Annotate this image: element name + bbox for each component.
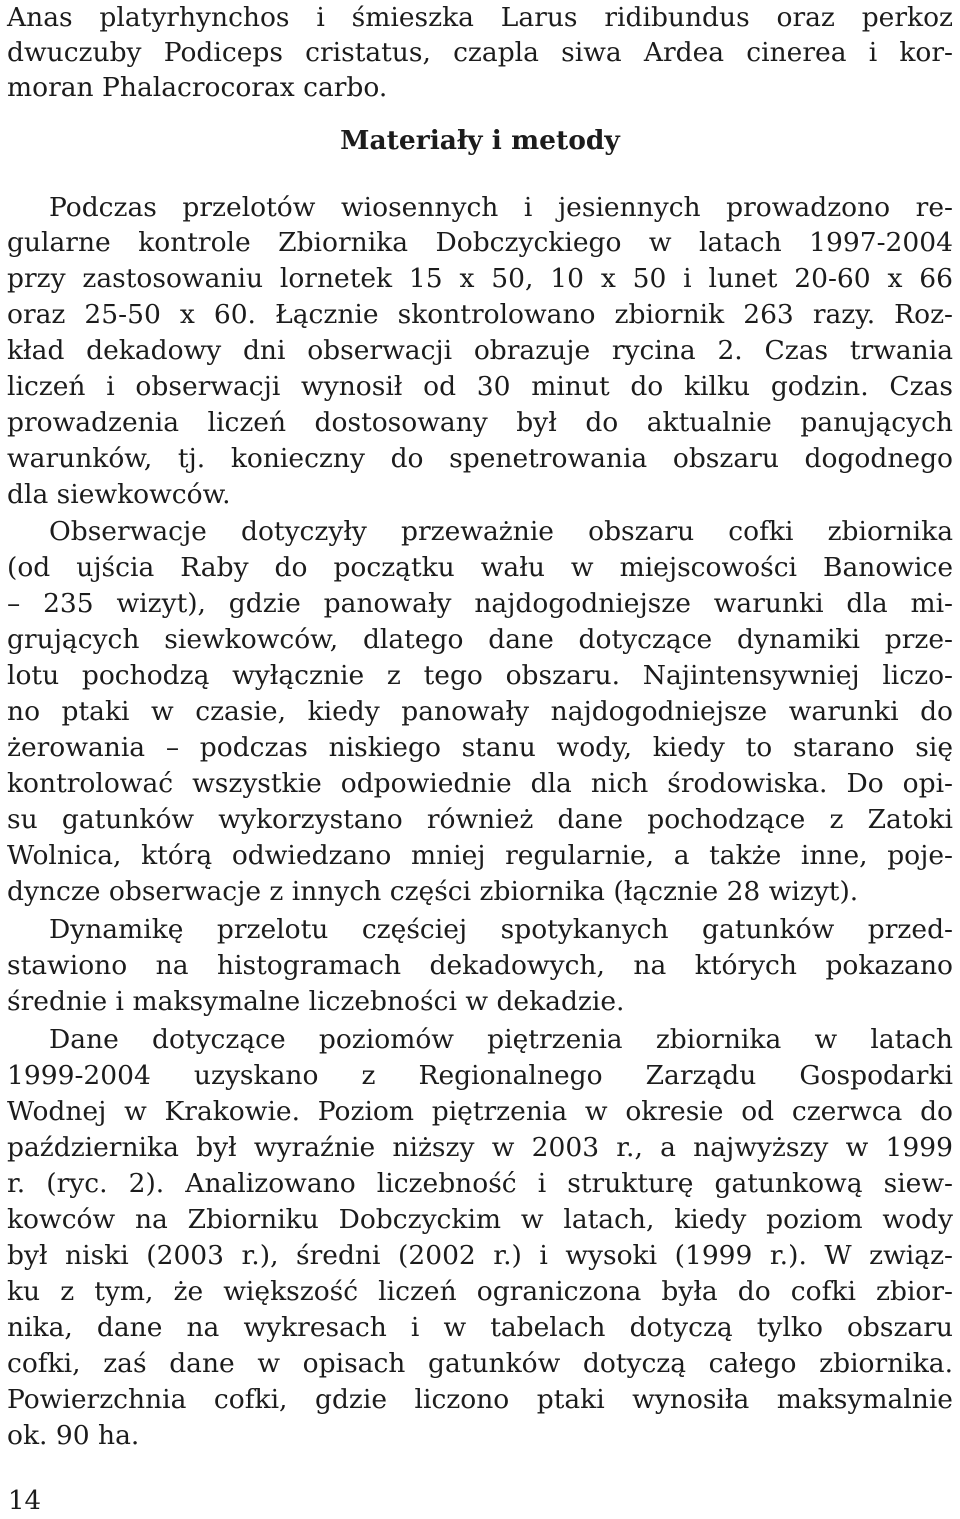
paragraph-line: gularne kontrole Zbiornika Dobczyckiego w latach 1997-2004 [7, 227, 953, 258]
paragraph-line: cofki, zaś dane w opisach gatunków dotyczą całego zbiornika. [7, 1348, 953, 1379]
paragraph-line: przy zastosowaniu lornetek 15 x 50, 10 x 50 i lunet 20-60 x 66 [7, 263, 953, 294]
paragraph-line: Dynamikę przelotu częściej spotykanych gatunków przed- [49, 914, 953, 945]
paragraph-line: (od ujścia Raby do początku wału w miejscowości Banowice [7, 552, 953, 583]
paragraph-line: r. (ryc. 2). Analizowano liczebność i strukturę gatunkową siew- [7, 1168, 953, 1199]
paragraph-line: Wodnej w Krakowie. Poziom piętrzenia w okresie od czerwca do [7, 1096, 953, 1127]
paragraph-line: 1999-2004 uzyskano z Regionalnego Zarządu Gospodarki [7, 1060, 953, 1091]
paragraph-line: kład dekadowy dni obserwacji obrazuje rycina 2. Czas trwania [7, 335, 953, 366]
paragraph-line: kowców na Zbiorniku Dobczyckim w latach, kiedy poziom wody [7, 1204, 953, 1235]
section-heading: Materiały i metody [340, 125, 620, 156]
intro-line: moran Phalacrocorax carbo. [7, 72, 388, 103]
paragraph-line: żerowania – podczas niskiego stanu wody, kiedy to starano się [7, 732, 953, 763]
paragraph-line: Dane dotyczące poziomów piętrzenia zbiornika w latach [49, 1024, 953, 1055]
paragraph-line: stawiono na histogramach dekadowych, na których pokazano [7, 950, 953, 981]
paragraph-line: dla siewkowców. [7, 479, 231, 510]
paragraph-line: Podczas przelotów wiosennych i jesiennych prowadzono re- [49, 192, 953, 223]
paragraph-line: no ptaki w czasie, kiedy panowały najdogodniejsze warunki do [7, 696, 953, 727]
paragraph-line: ku z tym, że większość liczeń ograniczona była do cofki zbior- [7, 1276, 953, 1307]
paragraph-line: lotu pochodzą wyłącznie z tego obszaru. Najintensywniej liczo- [7, 660, 953, 691]
paragraph-line: prowadzenia liczeń dostosowany był do aktualnie panujących [7, 407, 953, 438]
paragraph-line: był niski (2003 r.), średni (2002 r.) i wysoki (1999 r.). W związ- [7, 1240, 953, 1271]
page-number: 14 [8, 1486, 42, 1516]
paragraph-line: warunków, tj. konieczny do spenetrowania obszaru dogodnego [7, 443, 953, 474]
paragraph-line: października był wyraźnie niższy w 2003 r., a najwyższy w 1999 [7, 1132, 953, 1163]
paragraph-line: grujących siewkowców, dlatego dane dotyczące dynamiki prze- [7, 624, 953, 655]
paragraph-line: dyncze obserwacje z innych części zbiornika (łącznie 28 wizyt). [7, 876, 859, 907]
paragraph-line: – 235 wizyt), gdzie panowały najdogodniejsze warunki dla mi- [7, 588, 953, 619]
intro-line: Anas platyrhynchos i śmieszka Larus ridibundus oraz perkoz [7, 2, 953, 33]
paragraph-line: nika, dane na wykresach i w tabelach dotyczą tylko obszaru [7, 1312, 953, 1343]
paragraph-line: średnie i maksymalne liczebności w dekadzie. [7, 986, 625, 1017]
paragraph-line: su gatunków wykorzystano również dane pochodzące z Zatoki [7, 804, 953, 835]
paragraph-line: Powierzchnia cofki, gdzie liczono ptaki wynosiła maksymalnie [7, 1384, 953, 1415]
paragraph-line: ok. 90 ha. [7, 1420, 140, 1451]
paragraph-line: Obserwacje dotyczyły przeważnie obszaru cofki zbiornika [49, 516, 953, 547]
paragraph-line: kontrolować wszystkie odpowiednie dla nich środowiska. Do opi- [7, 768, 953, 799]
paragraph-line: liczeń i obserwacji wynosił od 30 minut do kilku godzin. Czas [7, 371, 953, 402]
paragraph-line: Wolnica, którą odwiedzano mniej regularnie, a także inne, poje- [7, 840, 953, 871]
intro-line: dwuczuby Podiceps cristatus, czapla siwa Ardea cinerea i kor- [7, 37, 953, 68]
paragraph-line: oraz 25-50 x 60. Łącznie skontrolowano zbiornik 263 razy. Roz- [7, 299, 953, 330]
